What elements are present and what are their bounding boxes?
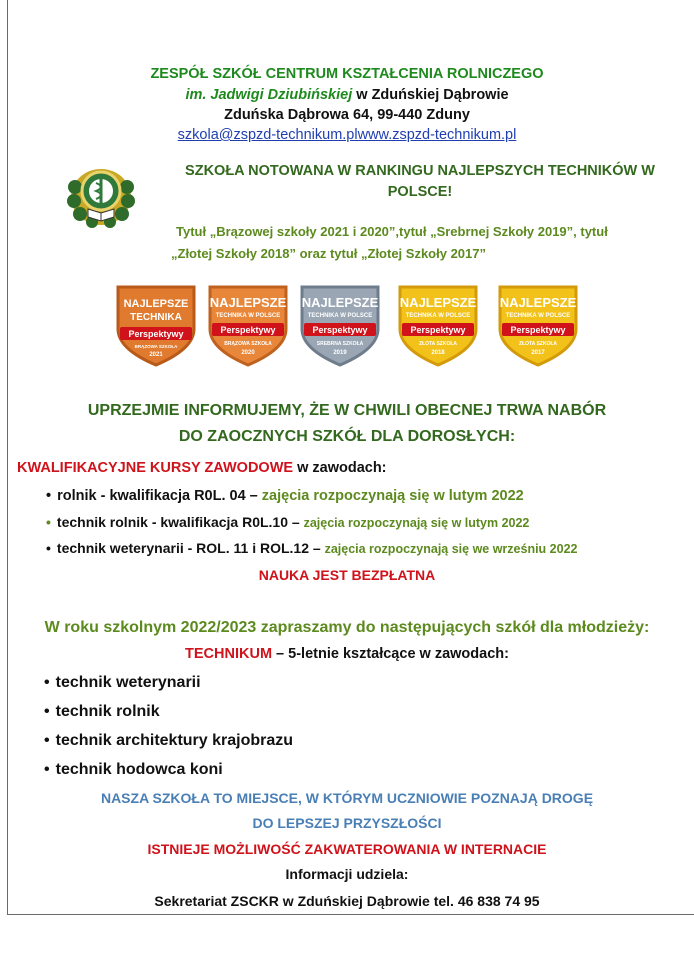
badge-brand: Perspektywy xyxy=(410,325,466,335)
course-note: zajęcia rozpoczynają się we wrześniu 2022 xyxy=(324,542,578,556)
secretariat-contact: Sekretariat ZSCKR w Zduńskiej Dąbrowie tel. 46 838 74 95 xyxy=(154,893,540,909)
ranking-line2: POLSCE! xyxy=(387,184,453,200)
bullet-icon: • xyxy=(46,488,52,504)
profession-item xyxy=(44,761,223,779)
profession-name: technik weterynarii xyxy=(55,674,201,691)
badge-top-text: NAJLEPSZE xyxy=(301,295,379,310)
profession-item xyxy=(44,674,201,692)
badge-sub: SREBRNA SZKOŁA xyxy=(316,341,364,347)
course-name: rolnik - kwalifikacja R0L. 04 xyxy=(57,488,246,504)
badge-mid-text: TECHNIKA xyxy=(130,312,182,323)
courses-heading-label: KWALIFIKACYJNE KURSY ZAWODOWE xyxy=(17,460,294,476)
technikum-suffix: – 5-letnie kształcące w zawodach: xyxy=(272,646,509,662)
badge-sub: ZŁOTA SZKOŁA xyxy=(418,341,458,347)
badge-brand: Perspektywy xyxy=(128,329,184,339)
school-name: ZESPÓŁ SZKÓŁ CENTRUM KSZTAŁCENIA ROLNICZEGO xyxy=(150,66,544,82)
badge-brand: Perspektywy xyxy=(312,325,368,335)
awards-line1: Tytuł „Brązowej szkoły 2021 i 2020”,tytuł „Srebrnej Szkoły 2019”, tytuł xyxy=(176,224,608,239)
badge-sub: ZŁOTA SZKOŁA xyxy=(518,341,558,347)
badge-2017 xyxy=(494,279,582,369)
course-note: zajęcia rozpoczynają się w lutym 2022 xyxy=(303,516,530,530)
bullet-icon: • xyxy=(44,761,50,778)
enrollment-line1: UPRZEJMIE INFORMUJEMY, ŻE W CHWILI OBECNEJ TRWA NABÓR xyxy=(87,402,607,419)
badge-year: 2021 xyxy=(149,352,163,358)
patron-name: im. Jadwigi Dziubińskiej xyxy=(185,87,353,103)
course-item xyxy=(46,488,524,504)
slogan-line2: DO LEPSZEJ PRZYSZŁOŚCI xyxy=(252,815,442,831)
badge-2019 xyxy=(296,279,384,369)
course-dash: – xyxy=(245,488,262,504)
bullet-icon: • xyxy=(44,674,50,691)
contact-link[interactable] xyxy=(0,127,694,143)
course-dash: – xyxy=(288,514,304,530)
courses-heading xyxy=(17,460,387,476)
course-dash: – xyxy=(309,540,325,556)
badge-brand: Perspektywy xyxy=(510,325,566,335)
course-note: zajęcia rozpoczynają się w lutym 2022 xyxy=(261,488,524,504)
course-item xyxy=(46,514,529,530)
profession-name: technik architektury krajobrazu xyxy=(55,732,294,749)
badge-year: 2019 xyxy=(333,350,347,356)
badge-2020 xyxy=(204,279,292,369)
badge-top-text: NAJLEPSZE xyxy=(209,295,287,310)
badge-year: 2017 xyxy=(531,350,545,356)
badge-year: 2018 xyxy=(431,350,445,356)
badge-2018 xyxy=(394,279,482,369)
badge-mid-text: TECHNIKA W POLSCE xyxy=(215,313,281,319)
info-label: Informacji udziela: xyxy=(285,866,409,882)
awards-line2: „Złotej Szkoły 2018” oraz tytuł „Złotej Szkoły 2017” xyxy=(171,246,486,261)
patron-line xyxy=(0,87,694,103)
profession-item xyxy=(44,732,293,750)
technikum-label: TECHNIKUM xyxy=(185,646,273,662)
profession-name: technik rolnik xyxy=(55,703,160,720)
dormitory-note: ISTNIEJE MOŻLIWOŚĆ ZAKWATEROWANIA W INTERNACIE xyxy=(147,841,547,857)
course-item xyxy=(46,540,577,556)
free-tuition: NAUKA JEST BEZPŁATNA xyxy=(258,567,436,583)
courses-heading-suffix: w zawodach: xyxy=(293,460,387,476)
email-web-link[interactable]: szkola@zspzd-technikum.plwww.zspzd-technikum.pl xyxy=(177,127,517,143)
badge-mid-text: TECHNIKA W POLSCE xyxy=(405,313,471,319)
badge-brand: Perspektywy xyxy=(220,325,276,335)
ranking-line1: SZKOŁA NOTOWANA W RANKINGU NAJLEPSZYCH TECHNIKÓW W xyxy=(185,163,655,179)
course-name: technik rolnik - kwalifikacja R0L.10 xyxy=(56,514,288,530)
technikum-line xyxy=(0,646,694,662)
badge-year: 2020 xyxy=(241,350,255,356)
bullet-icon: • xyxy=(46,540,51,556)
badge-top-text: NAJLEPSZE xyxy=(499,295,577,310)
badge-top-text: NAJLEPSZE xyxy=(123,298,189,310)
bullet-icon: • xyxy=(46,514,51,530)
slogan-line1: NASZA SZKOŁA TO MIEJSCE, W KTÓRYM UCZNIOWIE POZNAJĄ DROGĘ xyxy=(100,790,594,806)
enrollment-line2: DO ZAOCZNYCH SZKÓŁ DLA DOROSŁYCH: xyxy=(178,428,516,445)
badge-top-text: NAJLEPSZE xyxy=(399,295,477,310)
patron-location: w Zduńskiej Dąbrowie xyxy=(352,87,509,103)
bullet-icon: • xyxy=(44,732,50,749)
address: Zduńska Dąbrowa 64, 99-440 Zduny xyxy=(224,107,470,123)
badge-sub: BRĄZOWA SZKOŁA xyxy=(224,341,272,347)
badge-mid-text: TECHNIKA W POLSCE xyxy=(505,313,571,319)
profession-item xyxy=(44,703,160,721)
youth-invite: W roku szkolnym 2022/2023 zapraszamy do następujących szkół dla młodzieży: xyxy=(44,619,650,636)
school-logo-icon xyxy=(66,161,136,229)
profession-name: technik hodowca koni xyxy=(55,761,223,778)
badge-sub: BRĄZOWA SZKOŁA xyxy=(134,344,178,349)
badge-mid-text: TECHNIKA W POLSCE xyxy=(307,313,373,319)
badge-2021 xyxy=(112,279,200,369)
bullet-icon: • xyxy=(44,703,50,720)
course-name: technik weterynarii - ROL. 11 i ROL.12 xyxy=(56,540,309,556)
